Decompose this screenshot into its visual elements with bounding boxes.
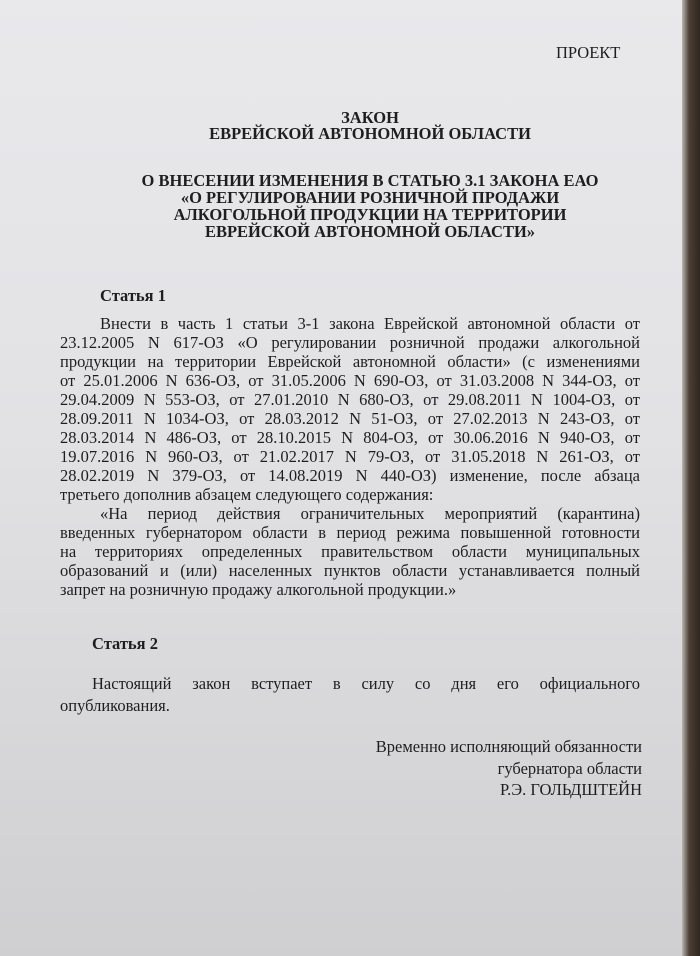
signature-title: Временно исполняющий обязанности [375,737,642,756]
article1-line: Внести в часть 1 статьи 3-1 закона Еврейской автономной области от [100,314,640,333]
article1-line: 28.03.2014 N 486-ОЗ, от 28.10.2015 N 804-ОЗ, от 30.06.2016 N 940-ОЗ, от [60,428,640,447]
law-region: ЕВРЕЙСКОЙ АВТОНОМНОЙ ОБЛАСТИ [209,124,531,143]
article1-line: от 25.01.2006 N 636-ОЗ, от 31.05.2006 N 690-ОЗ, от 31.03.2008 N 344-ОЗ, от [60,371,640,390]
law-subtitle-line: «О РЕГУЛИРОВАНИИ РОЗНИЧНОЙ ПРОДАЖИ [180,188,560,207]
article1-line: продукции на территории Еврейской автономной области» (с изменениями [60,352,640,371]
draft-label: ПРОЕКТ [556,43,621,62]
article1-quote-line: запрет на розничную продажу алкогольной продукции.» [60,580,457,599]
article2-line: Настоящий закон вступает в силу со дня его официального [92,674,640,693]
law-subtitle-line: ЕВРЕЙСКОЙ АВТОНОМНОЙ ОБЛАСТИ» [204,222,536,241]
article1-quote-line: введенных губернатором области в период режима повышенной готовности [60,523,640,542]
article1-line: третьего дополнив абзацем следующего содержания: [60,485,434,504]
article1-quote-line: «На период действия ограничительных мероприятий (карантина) [100,504,640,523]
page-edge [682,0,700,956]
article1-line: 23.12.2005 N 617-ОЗ «О регулировании розничной продажи алкогольной [60,333,640,352]
article1-heading: Статья 1 [100,286,166,305]
article1-line: 28.02.2019 N 379-ОЗ, от 14.08.2019 N 440-ОЗ) изменение, после абзаца [60,466,640,485]
article2-heading: Статья 2 [92,634,158,653]
law-subtitle-line: О ВНЕСЕНИИ ИЗМЕНЕНИЯ В СТАТЬЮ 3.1 ЗАКОНА ЕАО [141,171,599,190]
article1-line: 29.04.2009 N 553-ОЗ, от 27.01.2010 N 680-ОЗ, от 29.08.2011 N 1004-ОЗ, от [60,390,640,409]
signature-position: губернатора области [497,759,642,778]
article1-quote-line: образований и (или) населенных пунктов области устанавливается полный [60,561,640,580]
article1-line: 19.07.2016 N 960-ОЗ, от 21.02.2017 N 79-ОЗ, от 31.05.2018 N 261-ОЗ, от [60,447,640,466]
law-title: ЗАКОН [341,108,399,127]
law-subtitle-line: АЛКОГОЛЬНОЙ ПРОДУКЦИИ НА ТЕРРИТОРИИ [173,205,567,224]
article2-line: опубликования. [60,696,170,715]
article1-line: 28.09.2011 N 1034-ОЗ, от 28.03.2012 N 51-ОЗ, от 27.02.2013 N 243-ОЗ, от [60,409,640,428]
article1-quote-line: на территориях определенных правительством области муниципальных [60,542,640,561]
signature-name: Р.Э. ГОЛЬДШТЕЙН [500,780,642,799]
